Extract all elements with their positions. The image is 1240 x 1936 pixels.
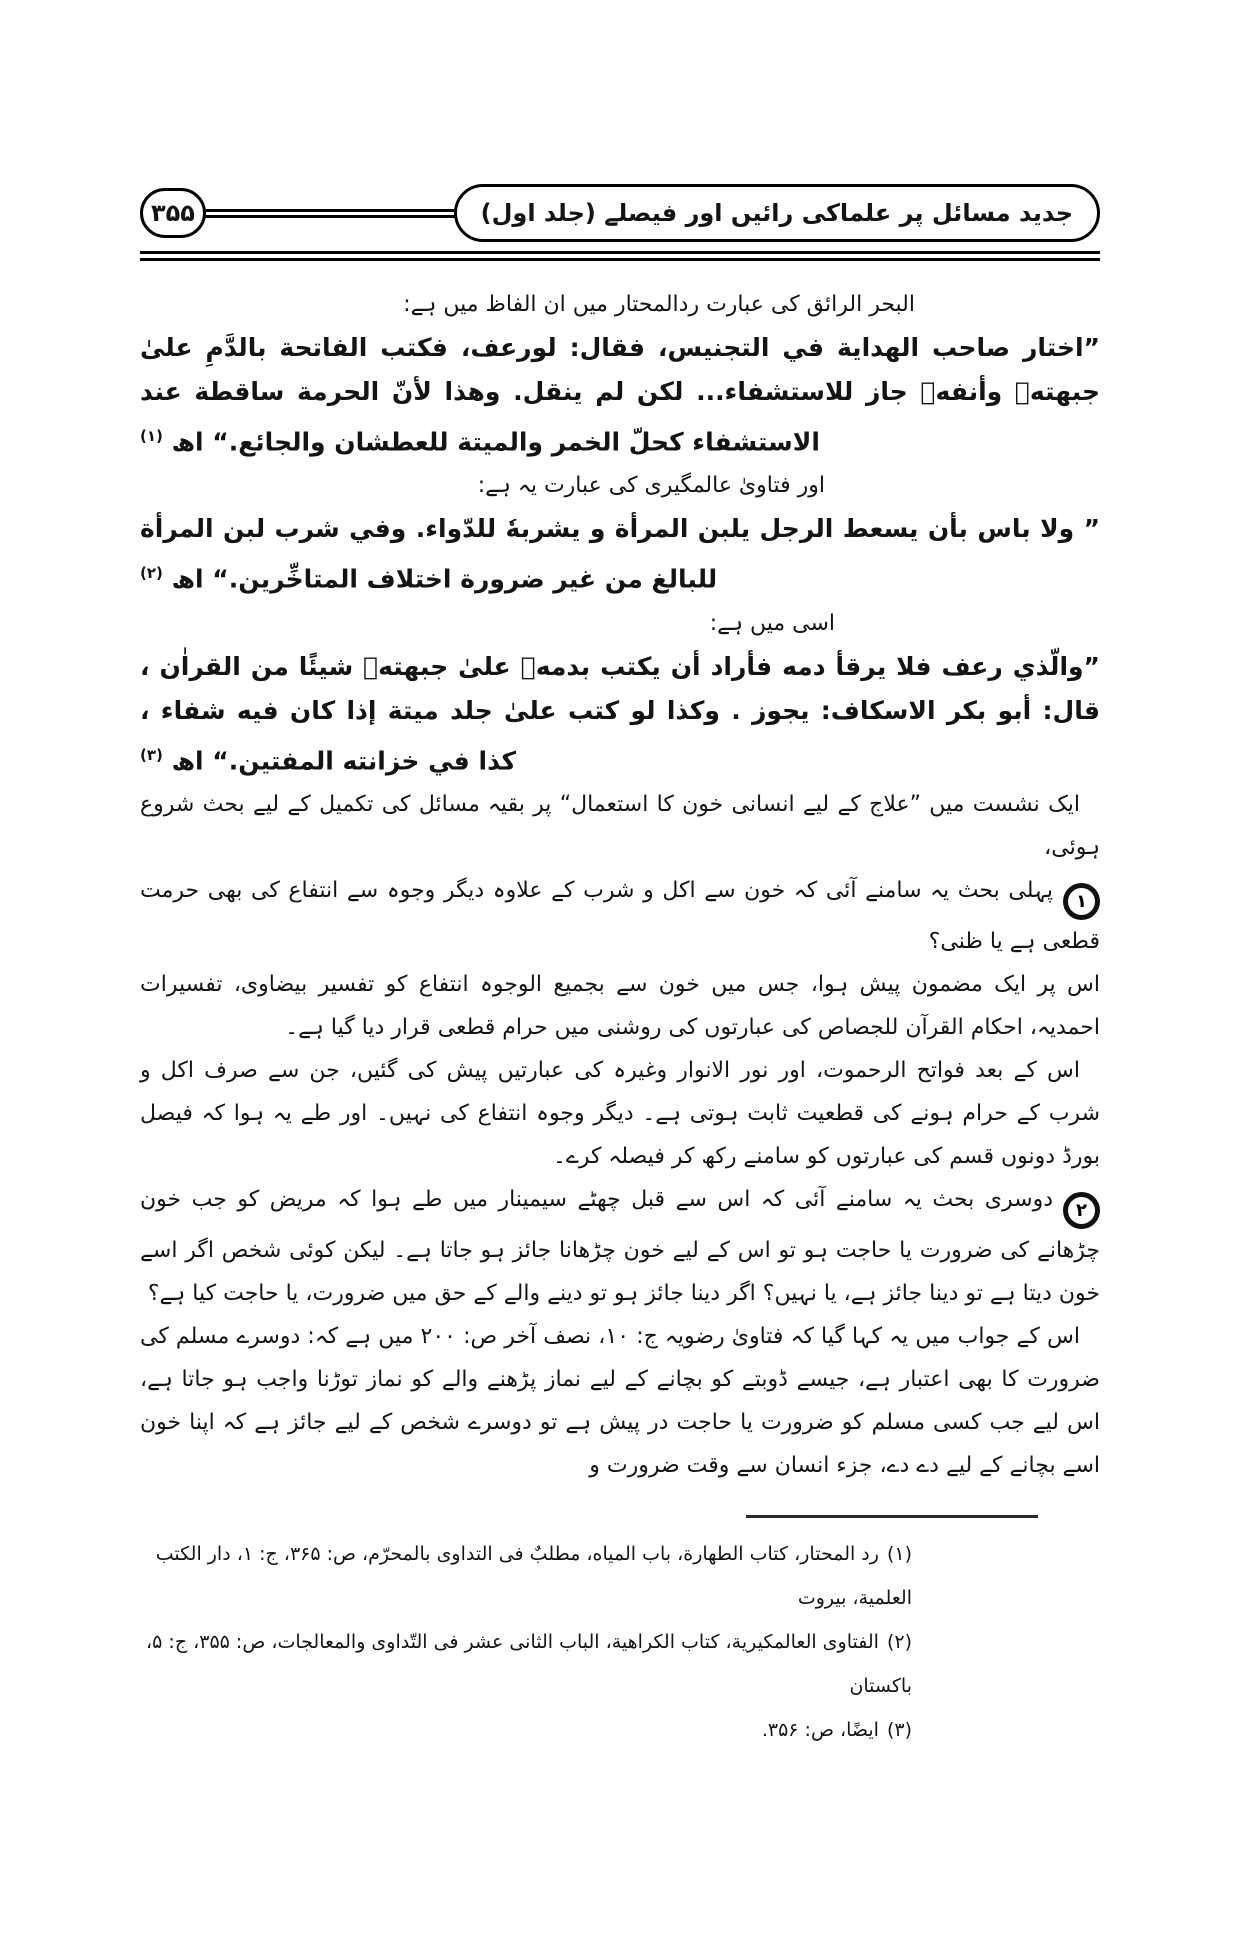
- para-answer: اس کے جواب میں یہ کہا گیا کہ فتاویٰ رضویہ ج: ۱۰، نصف آخر ص: ۲۰۰ میں ہے کہ: دوسرے مسلم کی ضرورت کا بھی اعتبار ہے، جیسے ڈوبتے کو بچانے کے لیے نماز پڑھنے والے کو نماز توڑنا واجب ہو جاتا ہے، اس لیے جب کسی مسلم کو ضرورت یا حاجت در پیش ہے تو دوسرے شخص کے لیے جائز ہے کہ اپنا خون اسے بچانے کے لیے دے دے، جزء انسان سے وقت ضرورت و: [140, 1323, 1100, 1478]
- page-body: [140, 283, 1100, 1487]
- footnote-1-text: رد المحتار، کتاب الطهارة، باب المیاه، مطلبٌ فی التداوی بالمحرّم، ص: ۳۶۵، ج: ۱، دار الکتب العلمیة، بیروت: [155, 1542, 912, 1609]
- arabic-quote-2-text: ” ولا باس بأن يسعط الرجل يلبن المرأة و يشربهٗ للدّواء. وفي شرب لبن المرأة للبالغ من غير ضرورة اختلاف المتاخِّرين.“ اھ: [140, 514, 1100, 594]
- footnote-1: [140, 1532, 1100, 1620]
- footnote-separator-rule: [746, 1515, 1038, 1518]
- header-connector-rule: [202, 209, 458, 218]
- arabic-quote-3: [140, 645, 1100, 783]
- footnote-2-text: الفتاوی العالمکیریة، کتاب الکراهیة، الباب الثانی عشر فی التّداوی والمعالجات، ص: ۳۵۵، ج: ۵، باکستان: [146, 1630, 912, 1697]
- page-number: ۳۵۵: [151, 199, 195, 227]
- arabic-quote-1: [140, 326, 1100, 464]
- discussion-point-1: [140, 869, 1100, 963]
- book-page: [0, 182, 1240, 1752]
- footnote-2-marker: (۲): [886, 1630, 912, 1653]
- arabic-quote-3-text: ”والّذي رعف فلا يرقأ دمه فأراد أن يكتب بدمهٖ علىٰ جبهتهٖ شيئًا من القراٰن ، قال: أبو بكر الاسكاف: يجوز . وكذا لو كتب علىٰ جلد ميتة إذا كان فيه شفاء ، كذا في خزانته المفتين.“ اھ: [140, 651, 1100, 775]
- point-1-text: پہلی بحث یہ سامنے آئی کہ خون سے اکل و شرب کے علاوہ دیگر وجوہ سے انتفاع کی بھی حرمت قطعی ہے یا ظنی؟: [140, 877, 1100, 954]
- point-1-circle: ۱: [1063, 883, 1100, 920]
- book-title-badge: [454, 184, 1100, 242]
- footnote-ref-2: (۲): [140, 564, 163, 583]
- footnotes: [140, 1515, 1100, 1752]
- para-session: ایک نشست میں ”علاج کے لیے انسانی خون کا استعمال“ پر بقیہ مسائل کی تکمیل کے لیے بحث شروع ہوئی،: [140, 791, 1100, 860]
- discussion-point-2: [140, 1178, 1100, 1315]
- para-followup: اس کے بعد فواتح الرحموت، اور نور الانوار وغیرہ کی عبارتیں پیش کی گئیں، جن سے صرف اکل و شرب کے حرام ہونے کی قطعیت ثابت ہوتی ہے۔ دیگر وجوہ انتفاع کی نہیں۔ اور طے یہ ہوا کہ فیصل بورڈ دونوں قسم کی عبارتوں کو سامنے رکھ کر فیصلہ کرے۔: [140, 1057, 1100, 1169]
- footnote-1-marker: (۱): [886, 1542, 912, 1565]
- footnote-ref-3: (۳): [140, 745, 163, 764]
- footnote-2: [140, 1620, 1100, 1708]
- page-number-badge: [140, 188, 206, 238]
- footnote-3-text: ایضًا، ص: ۳۵۶.: [761, 1718, 879, 1741]
- footnote-3-marker: (۳): [886, 1718, 912, 1741]
- para-essay: اس پر ایک مضمون پیش ہوا، جس میں خون سے بجمیع الوجوہ انتفاع کو تفسیر بیضاوی، تفسیرات احمدیہ، احکام القرآن للجصاص کی عبارتوں کی روشنی میں حرام قطعی قرار دیا گیا ہے۔: [140, 971, 1100, 1040]
- intro-line: البحر الرائق کی عبارت ردالمحتار میں ان الفاظ میں ہے:: [403, 292, 915, 317]
- header-double-rule: [140, 251, 1100, 261]
- arabic-quote-1-text: ”اختار صاحب الهداية في التجنيس، فقال: لورعف، فكتب الفاتحة بالدَّمِ علىٰ جبهتهٖ وأنفهٖ جاز للاستشفاء... لكن لم ينقل. وهذا لأنّ الحرمة ساقطة عند الاستشفاء كحلّ الخمر والميتة للعطشان والجائع.“ اھ: [140, 333, 1100, 457]
- arabic-quote-2: [140, 507, 1100, 601]
- section-lead-2: اور فتاویٰ عالمگیری کی عبارت یہ ہے:: [477, 473, 825, 499]
- book-title: جدید مسائل پر علماکی رائیں اور فیصلے (جلد اول): [480, 199, 1073, 227]
- section-lead-3: اسی میں ہے:: [709, 610, 835, 636]
- footnote-ref-1: (۱): [140, 427, 163, 445]
- point-2-text: دوسری بحث یہ سامنے آئی کہ اس سے قبل چھٹے سیمینار میں طے ہوا کہ مریض کو جب خون چڑھانے کی ضرورت یا حاجت ہو تو اس کے لیے خون چڑھانا جائز ہو جاتا ہے۔ لیکن کوئی شخص اگر اسے خون دیتا ہے تو دینا جائز ہے، یا نہیں؟ اگر دینا جائز ہو تو دینے والے کے حق میں ضرورت، یا حاجت کیا ہے؟: [140, 1186, 1100, 1306]
- point-2-circle: ۲: [1063, 1192, 1100, 1229]
- page-header: [140, 182, 1100, 244]
- footnote-3: [140, 1708, 1100, 1752]
